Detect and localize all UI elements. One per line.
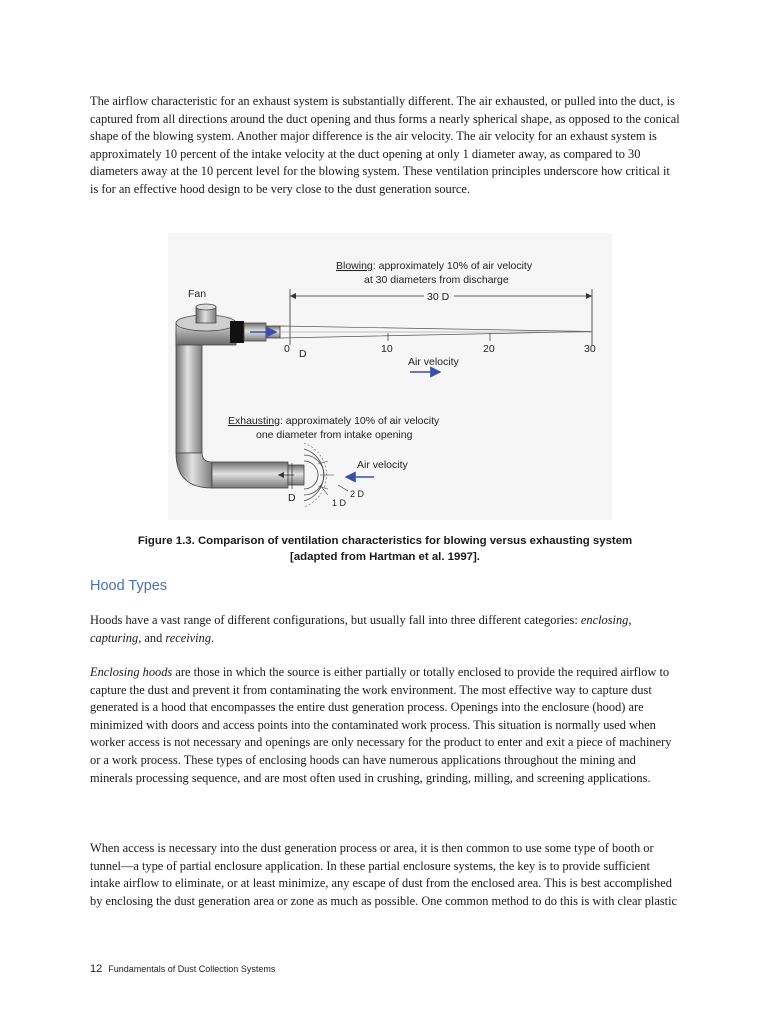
blowing-title: Blowing	[336, 260, 373, 272]
air-velocity-label-top: Air velocity	[408, 356, 459, 368]
p3-lead: Enclosing hoods	[90, 665, 173, 679]
p2-text-3: , and	[138, 630, 166, 645]
tick-label-30: 30	[584, 343, 596, 355]
air-velocity-label-bottom: Air velocity	[357, 459, 408, 471]
p2-enclosing: enclosing	[580, 613, 629, 627]
p3-rest: are those in which the source is either partially or totally enclosed to provide the required airflow to capture the dust and prevent it from contaminating the work environment. The most effective way to capture dust generated is a hood that encompasses the entire dust generation process. Openings into the enclosure (hood) are minimized with doors and access points into the contaminated work process. This situation is normally used when worker access is not necessary and openings are only necessary for the product to enter and exit a piece of machinery or a work process. These types of enclosing hoods can have numerous applications throughout the mining and minerals processing sequence, and are most often used in crushing, grinding, milling, and screening applications.	[90, 665, 672, 785]
blowing-text-1: : approximately 10% of air velocity	[372, 260, 533, 272]
fan-motor-top	[196, 304, 216, 310]
label-2d: 2 D	[350, 489, 365, 499]
exhausting-text-2: one diameter from intake opening	[256, 429, 413, 441]
p2-text-4: .	[211, 630, 215, 645]
label-d: D	[288, 492, 296, 504]
blowing-text-2: at 30 diameters from discharge	[364, 274, 509, 286]
figure-caption	[90, 534, 680, 565]
page-number: 12	[90, 963, 103, 975]
blowing-label	[336, 260, 533, 272]
horizontal-intake-duct	[212, 462, 288, 488]
exhausting-text-1: : approximately 10% of air velocity	[279, 415, 440, 427]
label-1d: 1 D	[332, 498, 347, 508]
exhausting-title: Exhausting	[228, 415, 280, 427]
exhausting-label	[228, 415, 440, 427]
dim-label-30d: 30 D	[427, 291, 450, 303]
caption-line-1: Figure 1.3. Comparison of ventilation characteristics for blowing versus exhausting system	[137, 535, 633, 547]
page-footer	[90, 963, 275, 975]
paragraph-airflow: The airflow characteristic for an exhaust system is substantially different. The air exhausted, or pulled into the duct, is captured from all directions around the duct opening and thus forms a nearly spherical shape, as opposed to the conical shape of the blowing system. Another major difference is the air velocity. The air velocity for an exhaust system is approximately 10 percent of the intake velocity at the duct opening at only 1 diameter away, as compared to 30 diameters away at the 10 percent level for the blowing system. These ventilation principles underscore how critical it is for an effective hood design to be very close to the dust generation source.	[90, 94, 680, 196]
p2-capturing: capturing	[90, 630, 139, 645]
paragraph-partial-enclosure: When access is necessary into the dust generation process or area, it is then common to use some type of booth or tunnel—a type of partial enclosure application. In these partial enclosure systems, the key is to provide sufficient intake airflow to eliminate, or at least minimize, any escape of dust from the enclosed area. This is best accomplished by enclosing the dust generation area or zone as much as possible. One common method to do this is with clear plastic	[90, 841, 678, 908]
p2-receiving: receiving	[165, 630, 212, 645]
figure-ventilation-diagram	[168, 233, 612, 520]
dim-arrow-left	[290, 293, 296, 299]
leader-2d	[338, 485, 348, 491]
caption-line-2: [adapted from Hartman et al. 1997].	[290, 550, 480, 563]
paragraph-hood-categories	[90, 612, 680, 647]
paragraph-enclosing-hoods	[90, 664, 680, 787]
footer-title: Fundamentals of Dust Collection Systems	[108, 964, 276, 974]
duct-elbow	[176, 453, 212, 488]
vertical-duct	[176, 333, 202, 453]
contour-1d	[304, 461, 318, 489]
tick-label-d: D	[299, 348, 307, 360]
fan-outlet-band	[230, 321, 244, 343]
p2-text-1: Hoods have a vast range of different configurations, but usually fall into three different categories:	[90, 613, 581, 627]
tick-label-0: 0	[284, 343, 290, 355]
p2-text-2: ,	[628, 613, 632, 627]
dim-arrow-right	[586, 293, 592, 299]
section-heading-hood-types: Hood Types	[90, 578, 168, 594]
fan-label: Fan	[188, 288, 207, 300]
tick-label-10: 10	[381, 343, 393, 355]
tick-label-20: 20	[483, 343, 495, 355]
ventilation-svg	[168, 233, 612, 520]
